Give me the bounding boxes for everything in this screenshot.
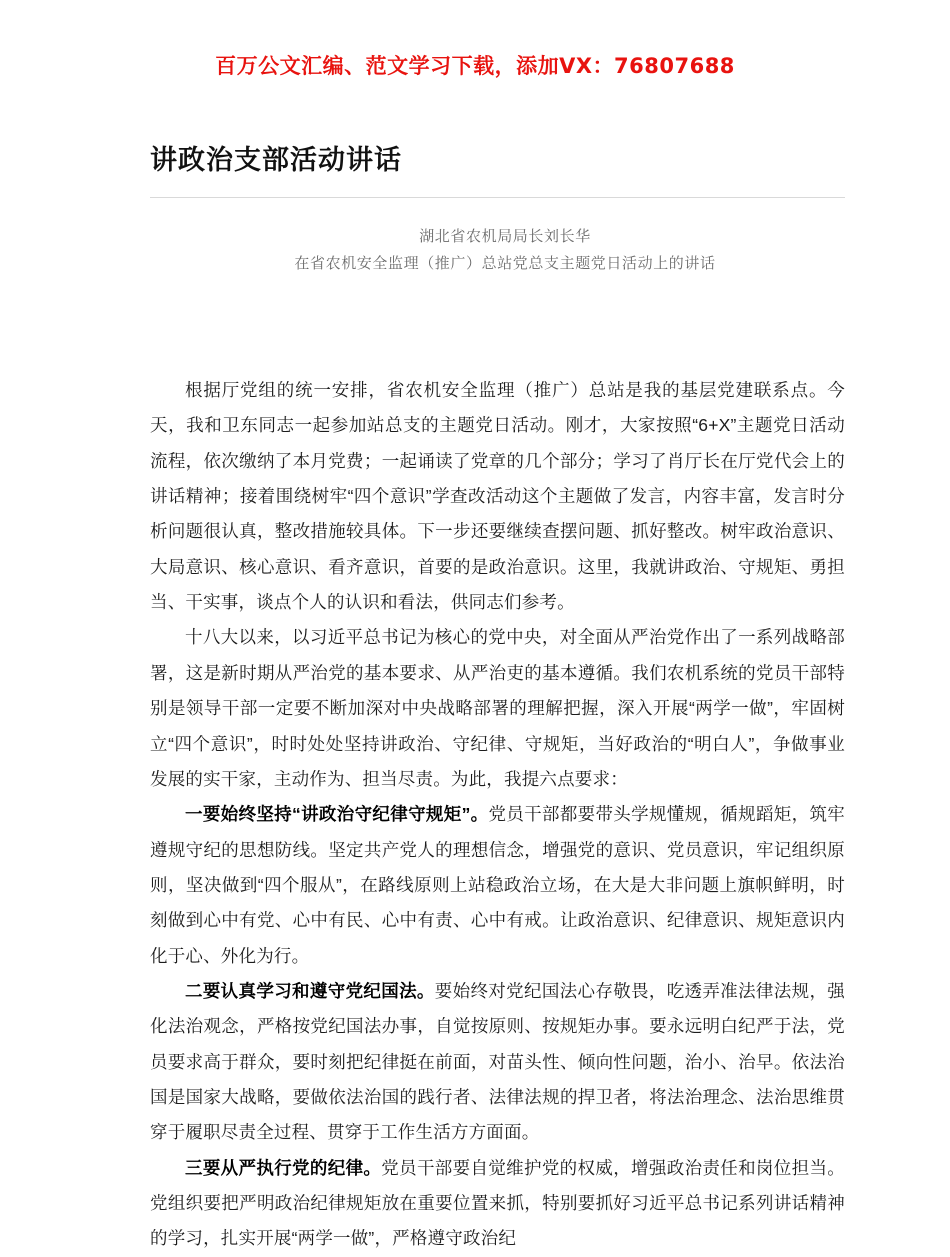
promo-banner: 百万公文汇编、范文学习下载，添加VX：76807688 bbox=[215, 54, 735, 78]
paragraph-text: 根据厅党组的统一安排，省农机安全监理（推广）总站是我的基层党建联系点。今天，我和卫东同志一起参加站总支的主题党日活动。刚才，大家按照“6+X”主题党日活动流程，依次缴纳了本月党费；一起诵读了党章的几个部分；学习了肖厅长在厅党代会上的讲话精神；接着围绕树牢“四个意识”学查改活动这个主题做了发言，内容丰富，发言时分析问题很认真，整改措施较具体。下一步还要继续查摆问题、抓好整改。树牢政治意识、大局意识、核心意识、看齐意识，首要的是政治意识。这里，我就讲政治、守规矩、勇担当、干实事，谈点个人的认识和看法，供同志们参考。 bbox=[150, 380, 845, 613]
title-divider bbox=[150, 197, 845, 198]
page-title: 讲政治支部活动讲话 bbox=[150, 145, 402, 176]
paragraph-text: 要始终对党纪国法心存敬畏，吃透弄准法律法规，强化法治观念，严格按党纪国法办事，自觉按原则、按规矩办事。要永远明白纪严于法，党员要求高于群众，要时刻把纪律挺在前面，对苗头性、倾向性问题，治小、治早。依法治国是国家大战略，要做依法治国的践行者、法律法规的捍卫者，将法治理念、法治思维贯穿于履职尽责全过程、贯穿于工作生活方方面面。 bbox=[150, 980, 845, 1143]
paragraph bbox=[150, 974, 845, 1151]
paragraph bbox=[150, 797, 845, 974]
byline-author: 湖北省农机局局长刘长华 bbox=[419, 227, 591, 245]
paragraph bbox=[150, 620, 845, 797]
paragraph-lead: 三要从严执行党的纪律。 bbox=[185, 1157, 382, 1178]
paragraph-lead: 一要始终坚持“讲政治守纪律守规矩”。 bbox=[185, 804, 489, 825]
paragraph bbox=[150, 373, 845, 620]
paragraph-text: 党员干部要自觉维护党的权威，增强政治责任和岗位担当。党组织要把严明政治纪律规矩放在重要位置来抓，特别要抓好习近平总书记系列讲话精神的学习，扎实开展“两学一做”，严格遵守政治纪 bbox=[150, 1157, 846, 1249]
paragraph-lead: 二要认真学习和遵守党纪国法。 bbox=[185, 980, 435, 1001]
paragraph-text: 党员干部都要带头学规懂规，循规蹈矩，筑牢遵规守纪的思想防线。坚定共产党人的理想信念，增强党的意识、党员意识，牢记组织原则，坚决做到“四个服从”，在路线原则上站稳政治立场，在大是大非问题上旗帜鲜明，时刻做到心中有党、心中有民、心中有责、心中有戒。让政治意识、纪律意识、规矩意识内化于心、外化为行。 bbox=[150, 804, 845, 966]
byline bbox=[95, 223, 855, 279]
paragraph-text: 十八大以来，以习近平总书记为核心的党中央，对全面从严治党作出了一系列战略部署，这是新时期从严治党的基本要求、从严治吏的基本遵循。我们农机系统的党员干部特别是领导干部一定要不断加深对中央战略部署的理解把握，深入开展“两学一做”，牢固树立“四个意识”，时时处处坚持讲政治、守纪律、守规矩，当好政治的“明白人”，争做事业发展的实干家，主动作为、担当尽责。为此，我提六点要求： bbox=[150, 627, 845, 789]
document-body bbox=[95, 373, 855, 1257]
paragraph bbox=[150, 1151, 845, 1257]
byline-occasion: 在省农机安全监理（推广）总站党总支主题党日活动上的讲话 bbox=[294, 255, 716, 273]
